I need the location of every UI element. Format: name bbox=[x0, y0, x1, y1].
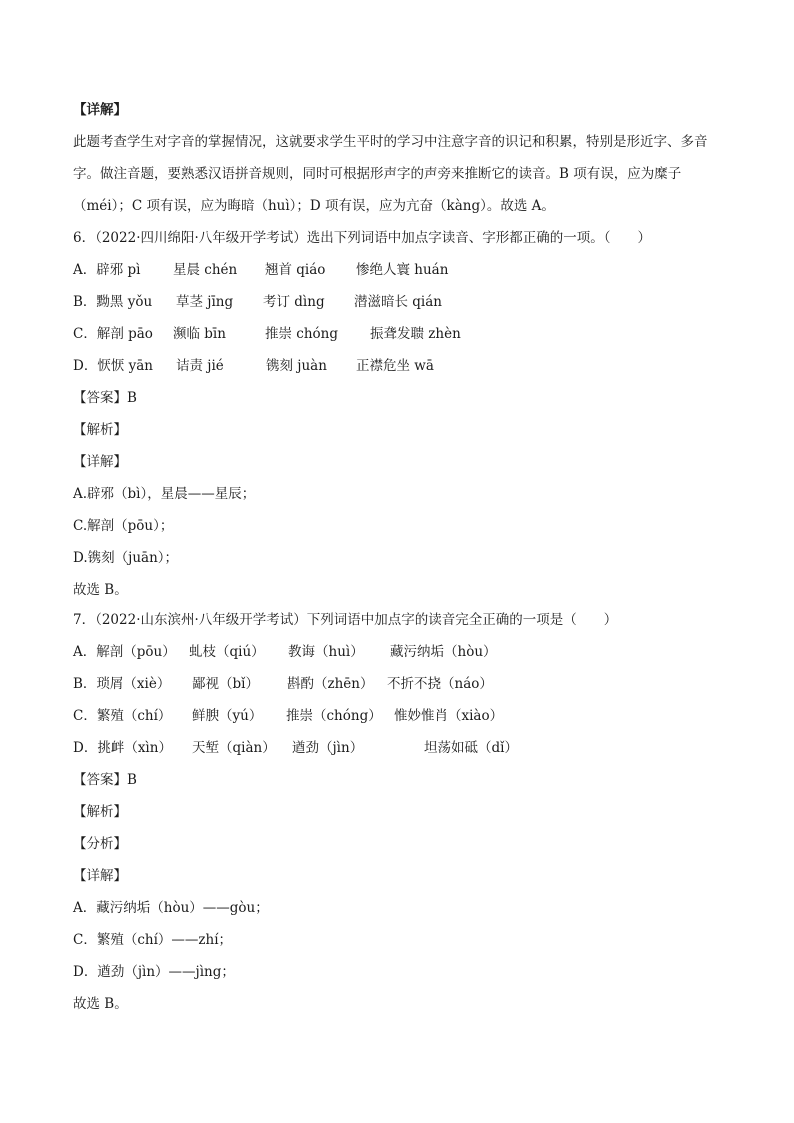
q6-option-c-3: 推崇 chóng bbox=[265, 326, 339, 342]
q7-option-c-4: 惟妙惟肖（xiào） bbox=[394, 708, 504, 724]
q6-option-a-2: 星晨 chén bbox=[173, 262, 238, 278]
q7-option-c-3: 推崇（chóng） bbox=[286, 708, 382, 724]
q7-option-a-4: 藏污纳垢（hòu） bbox=[390, 644, 497, 660]
q6-option-a-4: 惨绝人寰 huán bbox=[356, 262, 449, 278]
q6-option-a-1: A．辟邪 pì bbox=[73, 262, 141, 278]
q7-option-b-3: 斟酌（zhēn） bbox=[287, 676, 374, 692]
q6-option-b-3: 考订 dìng bbox=[263, 294, 325, 310]
q7-detail-line: A．藏污纳垢（hòu）——gòu； bbox=[73, 900, 269, 916]
q6-option-c bbox=[73, 324, 733, 344]
q6-answer: 【答案】B bbox=[73, 390, 137, 406]
q7-option-d-4: 坦荡如砥（dǐ） bbox=[424, 740, 518, 756]
q6-option-c-2: 濒临 bīn bbox=[173, 326, 226, 342]
q6-option-a bbox=[73, 260, 733, 280]
q7-option-a-2: 虬枝（qiú） bbox=[189, 644, 265, 660]
q7-option-d-1: D．挑衅（xìn） bbox=[73, 740, 172, 756]
q7-analysis-heading: 【解析】 bbox=[73, 804, 127, 820]
q7-detail-heading: 【详解】 bbox=[73, 868, 127, 884]
q7-detail-line: C．繁殖（chí）——zhí； bbox=[73, 932, 233, 948]
q7-option-c bbox=[73, 706, 733, 726]
q7-option-b bbox=[73, 674, 733, 694]
explanation-paragraph: 此题考查学生对字音的掌握情况，这就要求学生平时的学习中注意字音的识记和积累，特别是形近字、多音字。做注音题，要熟悉汉语拼音规则，同时可根据形声字的声旁来推断它的读音。B 项有误，应为糜子（méi）；C 项有误，应为晦暗（huì）；D 项有误，应为亢奋（kàng）。故选 A。 bbox=[73, 134, 708, 214]
q6-option-b-4: 潜滋暗长 qián bbox=[354, 294, 442, 310]
q7-option-a-1: A．解剖（pōu） bbox=[73, 644, 176, 660]
q6-detail-line: D.镌刻（juān）； bbox=[73, 550, 179, 566]
q6-option-b-2: 草茎 jīng bbox=[176, 294, 234, 310]
q7-option-b-1: B．琐屑（xiè） bbox=[73, 676, 171, 692]
question-7: 7．（2022·山东滨州·八年级开学考试）下列词语中加点字的读音完全正确的一项是（ ） bbox=[73, 612, 618, 628]
q7-option-d bbox=[73, 738, 733, 758]
q6-analysis-heading: 【解析】 bbox=[73, 422, 127, 438]
q7-option-b-2: 鄙视（bǐ） bbox=[192, 676, 259, 692]
section-heading-detail: 【详解】 bbox=[73, 102, 127, 118]
q7-answer: 【答案】B bbox=[73, 772, 137, 788]
q7-conclusion: 故选 B。 bbox=[73, 996, 128, 1012]
q7-detail-line: D．遒劲（jìn）——jìng； bbox=[73, 964, 235, 980]
q6-option-b bbox=[73, 292, 733, 312]
q7-option-b-4: 不折不挠（náo） bbox=[387, 676, 493, 692]
q6-option-d bbox=[73, 356, 733, 376]
q7-option-d-3: 遒劲（jìn） bbox=[292, 740, 364, 756]
q7-option-d-2: 天堑（qiàn） bbox=[192, 740, 276, 756]
q7-option-a bbox=[73, 642, 733, 662]
q6-option-d-1: D．恹恹 yān bbox=[73, 358, 153, 374]
question-6: 6．（2022·四川绵阳·八年级开学考试）选出下列词语中加点字读音、字形都正确的一项。（ ） bbox=[73, 230, 652, 246]
q6-option-c-1: C．解剖 pāo bbox=[73, 326, 153, 342]
q6-detail-line: A.辟邪（bì），星晨——星辰； bbox=[73, 486, 256, 502]
q6-option-c-4: 振聋发聩 zhèn bbox=[370, 326, 461, 342]
q7-option-c-2: 鲜腴（yú） bbox=[192, 708, 263, 724]
q6-option-d-4: 正襟危坐 wā bbox=[356, 358, 434, 374]
q6-option-a-3: 翘首 qiáo bbox=[265, 262, 326, 278]
q6-detail-line: C.解剖（pōu）； bbox=[73, 518, 174, 534]
q6-conclusion: 故选 B。 bbox=[73, 582, 128, 598]
q6-option-b-1: B．黝黑 yǒu bbox=[73, 294, 153, 310]
q7-option-a-3: 教诲（huì） bbox=[288, 644, 364, 660]
q6-detail-heading: 【详解】 bbox=[73, 454, 127, 470]
q6-option-d-2: 诘责 jié bbox=[176, 358, 224, 374]
q7-option-c-1: C．繁殖（chí） bbox=[73, 708, 172, 724]
q6-option-d-3: 镌刻 juàn bbox=[266, 358, 327, 374]
q7-fenxi-heading: 【分析】 bbox=[73, 836, 127, 852]
